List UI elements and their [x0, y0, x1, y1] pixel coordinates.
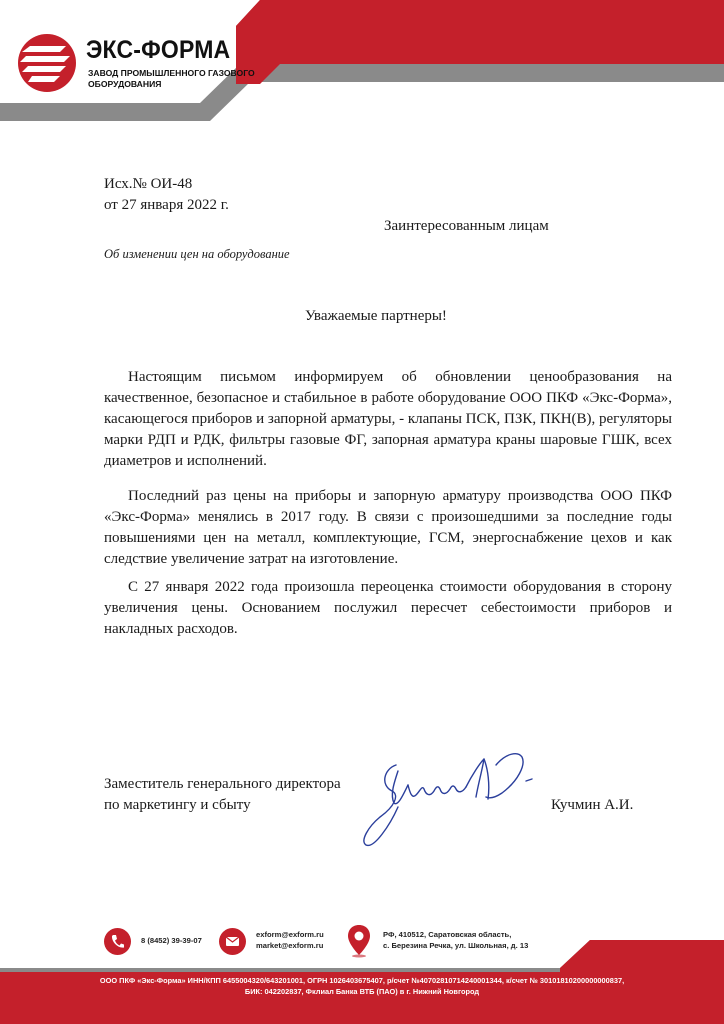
signer-title-line1: Заместитель генерального директора [104, 776, 341, 792]
letter-subject: Об изменении цен на оборудование [104, 247, 290, 261]
paragraph-3: С 27 января 2022 года произошла переоценка стоимости оборудования в сторону увеличения цены. Основанием послужил пересчет себестоимости приборов и накладных расходов. [104, 579, 672, 637]
signer-name: Кучмин А.И. [551, 797, 634, 813]
ref-number: Исх.№ ОИ-48 [104, 176, 193, 192]
phone-icon [104, 928, 131, 955]
footer-address [383, 929, 528, 951]
company-name: ЭКС-ФОРМА [86, 36, 231, 64]
mail-icon [219, 928, 246, 955]
salutation: Уважаемые партнеры! [305, 308, 447, 324]
handwritten-signature [350, 745, 540, 855]
company-subtitle [88, 68, 255, 90]
paragraph-1: Настоящим письмом информируем об обновлении ценообразования на качественное, безопасное и стабильное в работе оборудование ООО ПКФ «Экс-Форма», касающегося приборов и запорной арматуры, - клапаны ПСК, ПЗК, ПКН(В), регуляторы марки РДП и РДК, фильтры газовые ФГ, запорная арматура краны шаровые ГШК, всех диаметров и исполнений. [104, 369, 672, 469]
footer-address-line1: РФ, 410512, Саратовская область, [383, 930, 512, 939]
footer-bank-line1: ООО ПКФ «Экс-Форма» ИНН/КПП 6455004320/643201001, ОГРН 1026403675407, р/счет №40702810714240001344, к/счет № 30101810200000000837, [99, 976, 625, 985]
footer-bank-details [0, 975, 724, 997]
footer-email-2[interactable]: market@exform.ru [256, 941, 324, 950]
footer-email-1[interactable]: exform@exform.ru [256, 930, 324, 939]
location-pin-icon [346, 924, 372, 958]
footer-emails [256, 929, 324, 951]
company-subtitle-line2: ОБОРУДОВАНИЯ [88, 79, 162, 89]
addressee: Заинтересованным лицам [384, 218, 549, 234]
ref-date: от 27 января 2022 г. [104, 197, 229, 213]
paragraph-2: Последний раз цены на приборы и запорную арматуру производства ООО ПКФ «Экс-Форма» менялись в 2017 году. В связи с произошедшими за последние годы повышениями цен на металл, комплектующие, ГСМ, энергоснабжение цехов и как следствие увеличение затрат на изготовление. [104, 488, 672, 567]
signer-title-line2: по маркетингу и сбыту [104, 797, 251, 813]
footer-bank-line2: БИК: 042202837, Фклиал Банка ВТБ (ПАО) в г. Нижний Новгород [244, 987, 480, 996]
company-logo-icon [16, 32, 78, 94]
header-band [0, 0, 724, 130]
company-subtitle-line1: ЗАВОД ПРОМЫШЛЕННОГО ГАЗОВОГО [88, 68, 255, 78]
footer-phone: 8 (8452) 39-39-07 [141, 936, 202, 945]
footer-address-line2: с. Березина Речка, ул. Школьная, д. 13 [383, 941, 529, 950]
